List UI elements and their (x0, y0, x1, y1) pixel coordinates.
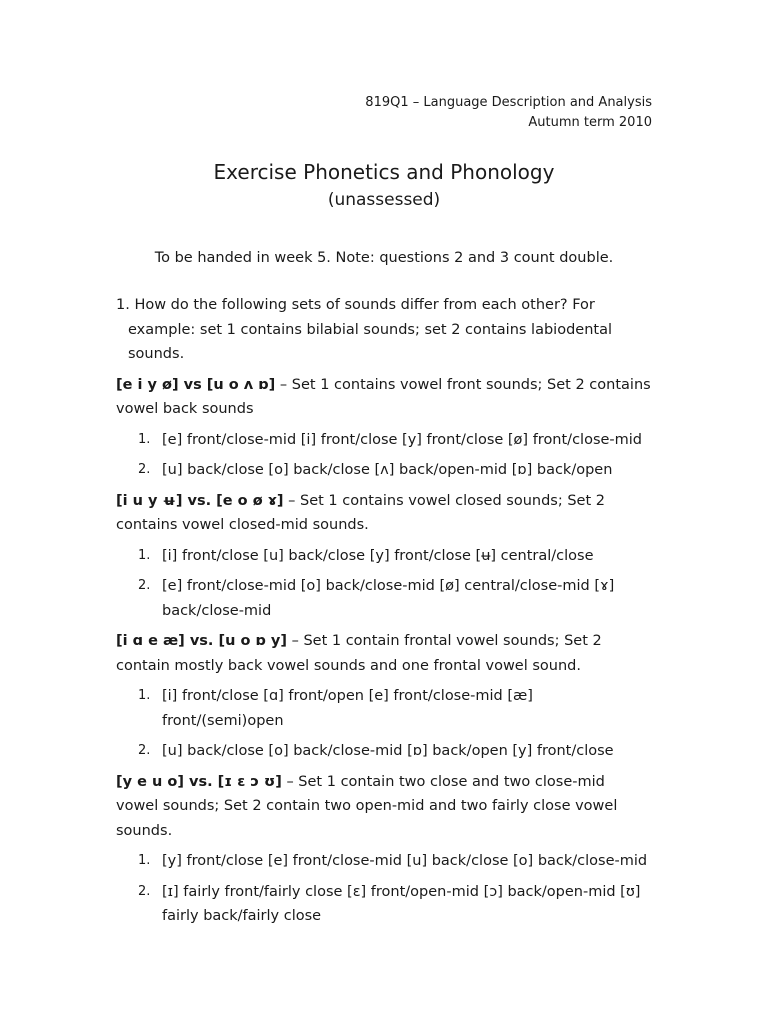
item-text: [ɪ] fairly front/fairly close [ɛ] front/open-mid [ɔ] back/open-mid [ʊ] fairly back/fairly close (162, 883, 641, 924)
exercise-content (116, 293, 651, 935)
item-text: [u] back/close [o] back/close [ʌ] back/open-mid [ɒ] back/open (162, 462, 613, 478)
term-label: Autumn term 2010 (528, 115, 652, 130)
list-item (116, 849, 651, 874)
item-text: [e] front/close-mid [o] back/close-mid [ø] central/close-mid [ɤ] back/close-mid (162, 578, 615, 619)
set-description: – Set 1 contains vowel closed sounds; Set 2 contains vowel closed-mid sounds. (116, 492, 605, 533)
set-item-list (116, 684, 651, 764)
set-label: [i u y ʉ] vs. [e o ø ɤ] (116, 492, 284, 509)
set-description: – Set 1 contain two close and two close-mid vowel sounds; Set 2 contain two open-mid and two fairly close vowel sounds. (116, 773, 618, 839)
item-number: 1. (138, 853, 151, 868)
set-label: [i ɑ e æ] vs. [u o ɒ y] (116, 633, 287, 649)
item-text: [i] front/close [ɑ] front/open [e] front/close-mid [æ] front/(semi)open (162, 688, 533, 729)
item-number: 1. (138, 431, 151, 447)
item-text: [e] front/close-mid [i] front/close [y] front/close [ø] front/close-mid (162, 431, 643, 448)
page-subtitle: (unassessed) (327, 190, 441, 210)
list-item (116, 880, 651, 929)
set-label: [e i y ø] vs [u o ʌ ɒ] (116, 376, 276, 393)
set-comparison (116, 629, 651, 678)
set-comparison (116, 373, 651, 422)
item-text: [y] front/close [e] front/close-mid [u] back/close [o] back/close-mid (162, 853, 648, 869)
document-header (365, 93, 652, 133)
submission-note: To be handed in week 5. Note: questions 2 and 3 count double. (154, 250, 614, 266)
set-description: – Set 1 contain frontal vowel sounds; Set 2 contain mostly back vowel sounds and one frontal vowel sound. (116, 633, 602, 674)
list-item (116, 574, 651, 623)
item-text: [u] back/close [o] back/close-mid [ɒ] back/open [y] front/close (162, 743, 614, 759)
question-text: 1. How do the following sets of sounds differ from each other? For example: set 1 contains bilabial sounds; set 2 contains labiodental sounds. (116, 297, 612, 362)
item-number: 1. (138, 547, 151, 563)
item-number: 2. (138, 578, 151, 593)
item-number: 2. (138, 462, 151, 477)
item-number: 2. (138, 883, 151, 899)
list-item (116, 739, 651, 764)
list-item (116, 428, 651, 453)
item-number: 2. (138, 743, 151, 758)
set-comparison (116, 770, 651, 844)
page-title: Exercise Phonetics and Phonology (213, 160, 555, 184)
item-text: [i] front/close [u] back/close [y] front/close [ʉ] central/close (162, 547, 594, 564)
course-title: 819Q1 – Language Description and Analysis (365, 95, 652, 110)
set-label: [y e u o] vs. [ɪ ɛ ɔ ʊ] (116, 773, 282, 790)
list-item (116, 544, 651, 569)
item-number: 1. (138, 688, 151, 703)
set-comparison (116, 489, 651, 538)
list-item (116, 458, 651, 483)
list-item (116, 684, 651, 733)
set-item-list (116, 849, 651, 929)
set-description: – Set 1 contains vowel front sounds; Set 2 contains vowel back sounds (116, 376, 651, 417)
set-item-list (116, 428, 651, 483)
set-item-list (116, 544, 651, 624)
